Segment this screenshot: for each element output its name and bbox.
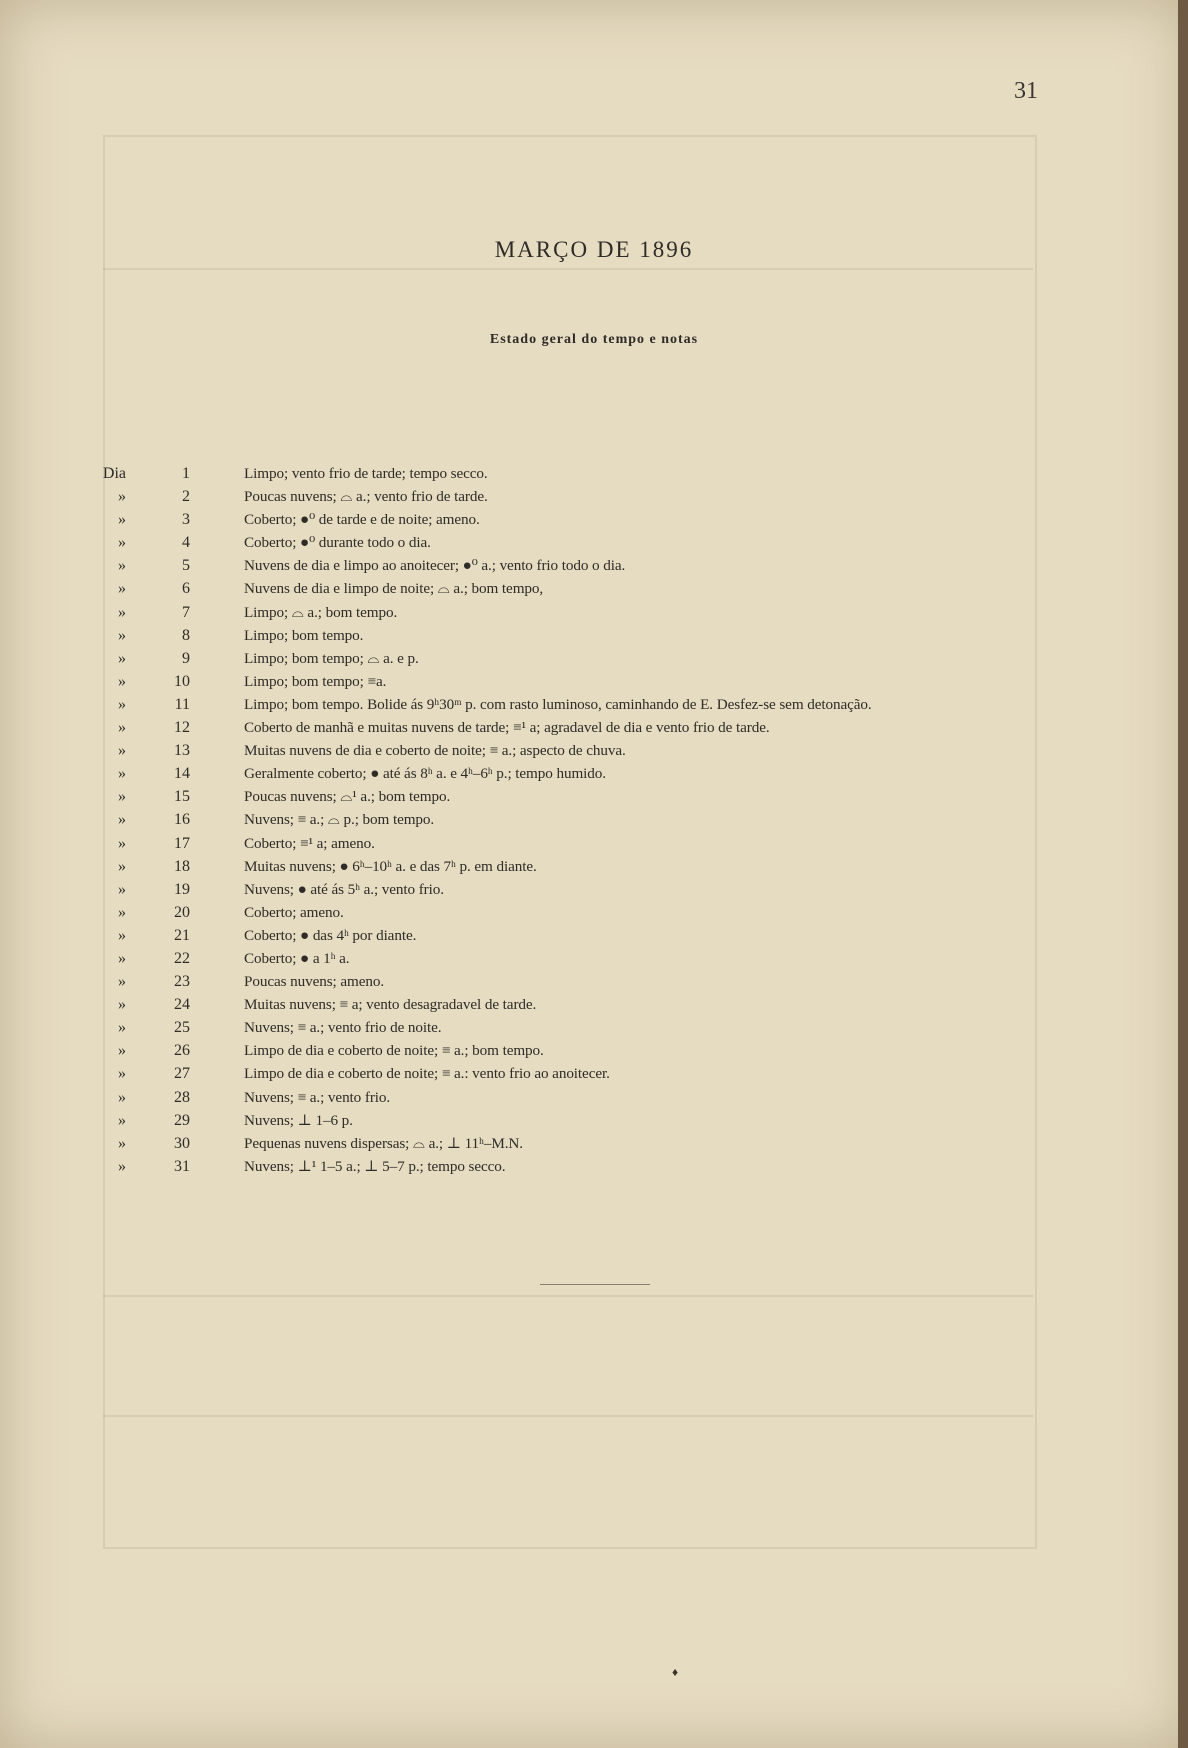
weather-note: Poucas nuvens; ⌓¹ a.; bom tempo. xyxy=(244,788,451,806)
day-number: 18 xyxy=(174,857,190,875)
day-row xyxy=(0,855,1188,878)
day-row xyxy=(0,970,1188,993)
day-number: 14 xyxy=(174,765,190,783)
day-number: 9 xyxy=(182,649,190,667)
weather-note: Limpo; bom tempo; ≡a. xyxy=(244,672,387,690)
row-label: » xyxy=(118,949,126,967)
weather-note: Muitas nuvens; ● 6ʰ–10ʰ a. e das 7ʰ p. em diante. xyxy=(244,857,537,875)
weather-note: Coberto; ●⁰ durante todo o dia. xyxy=(244,534,431,552)
weather-note: Poucas nuvens; ⌓ a.; vento frio de tarde. xyxy=(244,488,488,506)
day-row xyxy=(0,1062,1188,1085)
row-label: » xyxy=(118,557,126,575)
page-title: MARÇO DE 1896 xyxy=(494,237,694,262)
row-label: » xyxy=(118,742,126,760)
row-label: » xyxy=(118,511,126,529)
row-label: » xyxy=(118,1157,126,1175)
row-label: » xyxy=(118,765,126,783)
row-label: » xyxy=(118,880,126,898)
day-row xyxy=(0,924,1188,947)
day-row xyxy=(0,993,1188,1016)
day-number: 28 xyxy=(174,1088,190,1106)
day-row xyxy=(0,577,1188,600)
day-row xyxy=(0,1109,1188,1132)
weather-note: Coberto; ●⁰ de tarde e de noite; ameno. xyxy=(244,511,480,529)
day-row xyxy=(0,601,1188,624)
show-through-rule xyxy=(103,1415,1033,1417)
row-label: » xyxy=(118,1088,126,1106)
day-row xyxy=(0,693,1188,716)
day-row xyxy=(0,531,1188,554)
weather-note: Nuvens de dia e limpo de noite; ⌓ a.; bom tempo, xyxy=(244,580,544,598)
day-row xyxy=(0,878,1188,901)
day-row xyxy=(0,762,1188,785)
weather-note: Nuvens; ≡ a.; ⌓ p.; bom tempo. xyxy=(244,811,435,829)
weather-note: Muitas nuvens; ≡ a; vento desagradavel de tarde. xyxy=(244,996,537,1014)
weather-note: Limpo; bom tempo; ⌓ a. e p. xyxy=(244,649,419,667)
day-row xyxy=(0,785,1188,808)
day-row xyxy=(0,554,1188,577)
weather-note: Coberto; ● das 4ʰ por diante. xyxy=(244,926,417,944)
day-number: 11 xyxy=(174,695,190,713)
weather-note: Limpo; bom tempo. Bolide ás 9ʰ30ᵐ p. com rasto luminoso, caminhando de E. Desfez-se sem detonação. xyxy=(244,695,872,713)
day-row xyxy=(0,901,1188,924)
day-number: 23 xyxy=(174,973,190,991)
day-number: 16 xyxy=(174,811,190,829)
row-label: Dia xyxy=(102,465,126,482)
day-number: 31 xyxy=(174,1157,190,1175)
row-label: » xyxy=(118,603,126,621)
day-number: 21 xyxy=(174,926,190,944)
day-row xyxy=(0,947,1188,970)
weather-note: Geralmente coberto; ● até ás 8ʰ a. e 4ʰ–6ʰ p.; tempo humido. xyxy=(244,765,606,783)
show-through-rule xyxy=(103,268,1033,270)
day-number: 10 xyxy=(174,672,190,690)
day-row xyxy=(0,739,1188,762)
day-number: 27 xyxy=(174,1065,190,1083)
row-label: » xyxy=(118,1065,126,1083)
day-number: 30 xyxy=(174,1134,190,1152)
page-number: 31 xyxy=(1014,78,1038,104)
day-row xyxy=(0,1016,1188,1039)
day-number: 4 xyxy=(182,534,190,552)
day-number: 24 xyxy=(174,996,190,1014)
ink-mark: ♦ xyxy=(672,1665,679,1679)
day-row xyxy=(0,716,1188,739)
row-label: » xyxy=(118,580,126,598)
row-label: » xyxy=(118,1042,126,1060)
row-label: » xyxy=(118,811,126,829)
weather-note: Limpo de dia e coberto de noite; ≡ a.: vento frio ao anoitecer. xyxy=(244,1065,610,1083)
day-number: 13 xyxy=(174,742,190,760)
day-number: 5 xyxy=(182,557,190,575)
day-row xyxy=(0,624,1188,647)
weather-note: Nuvens; ≡ a.; vento frio de noite. xyxy=(244,1019,442,1037)
day-row xyxy=(0,485,1188,508)
row-label: » xyxy=(118,973,126,991)
row-label: » xyxy=(118,1134,126,1152)
weather-note: Muitas nuvens de dia e coberto de noite; ≡ a.; aspecto de chuva. xyxy=(244,742,626,760)
day-number: 2 xyxy=(182,488,190,506)
row-label: » xyxy=(118,1019,126,1037)
day-row xyxy=(0,462,1188,485)
day-row xyxy=(0,808,1188,831)
weather-note: Limpo; ⌓ a.; bom tempo. xyxy=(244,603,398,621)
row-label: » xyxy=(118,534,126,552)
weather-note: Limpo; bom tempo. xyxy=(244,626,364,644)
day-number: 22 xyxy=(174,949,190,967)
row-label: » xyxy=(118,649,126,667)
day-number: 29 xyxy=(174,1111,190,1129)
day-number: 20 xyxy=(174,903,190,921)
day-number: 25 xyxy=(174,1019,190,1037)
day-row xyxy=(0,647,1188,670)
day-row xyxy=(0,832,1188,855)
row-label: » xyxy=(118,1111,126,1129)
row-label: » xyxy=(118,488,126,506)
weather-note: Coberto; ameno. xyxy=(244,903,344,921)
row-label: » xyxy=(118,788,126,806)
day-number: 19 xyxy=(174,880,190,898)
day-number: 6 xyxy=(182,580,190,598)
weather-note: Limpo; vento frio de tarde; tempo secco. xyxy=(244,465,488,482)
weather-note: Pequenas nuvens dispersas; ⌓ a.; ⊥ 11ʰ–M.N. xyxy=(244,1134,523,1152)
day-number: 26 xyxy=(174,1042,190,1060)
day-row xyxy=(0,1039,1188,1062)
day-row xyxy=(0,670,1188,693)
day-number: 15 xyxy=(174,788,190,806)
row-label: » xyxy=(118,857,126,875)
weather-note: Nuvens; ● até ás 5ʰ a.; vento frio. xyxy=(244,880,444,898)
day-number: 17 xyxy=(174,834,190,852)
day-number: 3 xyxy=(182,511,190,529)
daily-weather-list xyxy=(0,462,1188,1178)
weather-note: Nuvens; ⊥¹ 1–5 a.; ⊥ 5–7 p.; tempo secco. xyxy=(244,1157,506,1175)
weather-note: Limpo de dia e coberto de noite; ≡ a.; bom tempo. xyxy=(244,1042,544,1060)
weather-note: Nuvens; ⊥ 1–6 p. xyxy=(244,1111,353,1129)
weather-note: Coberto; ≡¹ a; ameno. xyxy=(244,834,375,852)
day-row xyxy=(0,508,1188,531)
day-number: 8 xyxy=(182,626,190,644)
row-label: » xyxy=(118,996,126,1014)
separator-rule xyxy=(540,1284,650,1285)
row-label: » xyxy=(118,719,126,737)
row-label: » xyxy=(118,672,126,690)
day-number: 7 xyxy=(182,603,190,621)
weather-note: Coberto; ● a 1ʰ a. xyxy=(244,949,350,967)
weather-note: Poucas nuvens; ameno. xyxy=(244,973,385,991)
show-through-rule xyxy=(103,1295,1033,1297)
weather-note: Nuvens de dia e limpo ao anoitecer; ●⁰ a.; vento frio todo o dia. xyxy=(244,557,626,575)
day-number: 12 xyxy=(174,719,190,737)
section-subtitle: Estado geral do tempo e notas xyxy=(489,332,699,347)
row-label: » xyxy=(118,903,126,921)
row-label: » xyxy=(118,626,126,644)
day-row xyxy=(0,1086,1188,1109)
day-row xyxy=(0,1132,1188,1155)
weather-note: Coberto de manhã e muitas nuvens de tarde; ≡¹ a; agradavel de dia e vento frio de tarde. xyxy=(244,719,770,737)
day-number: 1 xyxy=(182,465,190,482)
row-label: » xyxy=(118,695,126,713)
row-label: » xyxy=(118,834,126,852)
day-row xyxy=(0,1155,1188,1178)
row-label: » xyxy=(118,926,126,944)
weather-note: Nuvens; ≡ a.; vento frio. xyxy=(244,1088,391,1106)
